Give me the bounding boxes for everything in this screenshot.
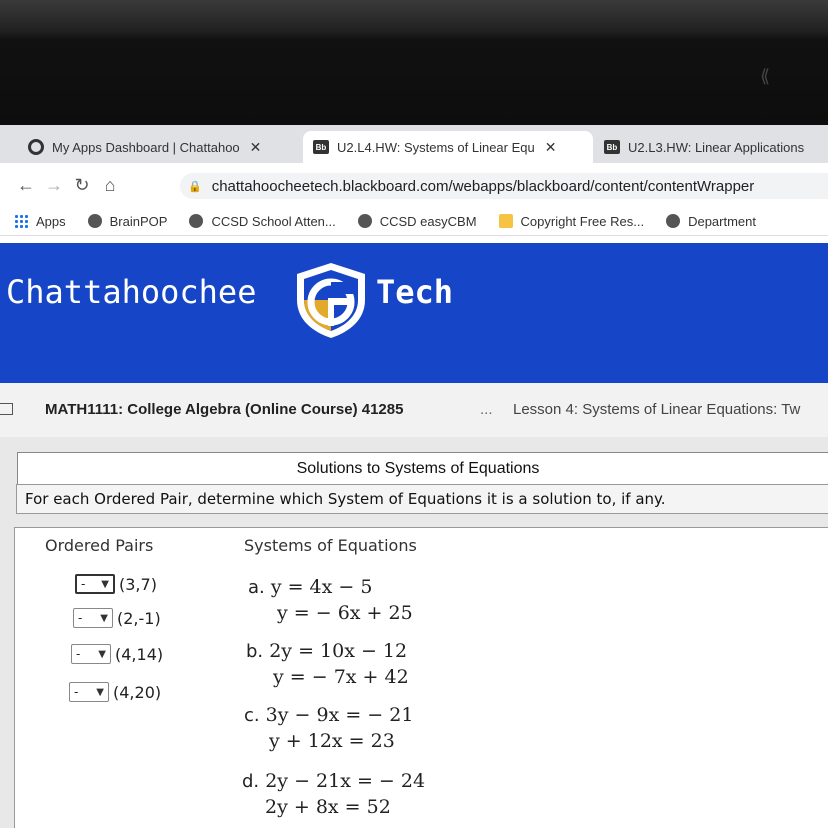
systems-header: Systems of Equations — [244, 536, 417, 555]
system-a-eq2: y = − 6x + 25 — [277, 602, 413, 624]
breadcrumb — [0, 383, 828, 438]
system-c-eq2: y + 12x = 23 — [269, 730, 395, 752]
apps-dashboard-icon — [28, 139, 44, 155]
equation-1: 2y = 10x − 12 — [269, 640, 408, 662]
equation-1: y = 4x − 5 — [270, 576, 373, 598]
bezel-logo-icon: ⟪ — [760, 66, 771, 86]
selected-value: - — [78, 611, 83, 625]
pair-row — [73, 608, 161, 628]
system-letter: c. — [244, 705, 260, 726]
apps-grid-icon — [14, 214, 28, 228]
exercise-title-text: Solutions to Systems of Equations — [296, 460, 540, 477]
globe-icon — [666, 214, 680, 228]
system-d — [242, 770, 425, 792]
menu-toggle-icon[interactable] — [0, 403, 13, 415]
bookmark-department[interactable] — [666, 214, 756, 229]
tab-title: U2.L4.HW: Systems of Linear Equ — [337, 139, 535, 155]
tab-u2-l4-hw[interactable] — [303, 131, 593, 163]
bookmark-label: Department — [688, 213, 756, 229]
exercise-title — [17, 452, 828, 486]
laptop-bezel — [0, 0, 828, 125]
globe-icon — [189, 214, 203, 228]
bookmark-label: Copyright Free Res... — [520, 213, 645, 229]
back-arrow-icon[interactable]: ← — [17, 174, 35, 195]
tab-title: U2.L3.HW: Linear Applications — [628, 139, 805, 155]
equation-1: 3y − 9x = − 21 — [265, 704, 414, 726]
breadcrumb-course[interactable]: MATH1111: College Algebra (Online Course) 41285 — [45, 401, 404, 418]
globe-icon — [358, 214, 372, 228]
blackboard-icon: Bb — [604, 140, 620, 154]
tab-title: My Apps Dashboard | Chattahoo — [52, 139, 240, 155]
close-tab-icon[interactable]: ✕ — [249, 138, 262, 155]
chevron-down-icon: ▼ — [101, 578, 109, 590]
system-letter: b. — [246, 641, 264, 662]
exercise-instructions: For each Ordered Pair, determine which System of Equations it is a solution to, if any. — [16, 484, 828, 514]
brand-name-right: Tech — [376, 273, 454, 311]
bookmark-label: BrainPOP — [109, 213, 168, 229]
bookmark-ccsd-easycbm[interactable] — [358, 214, 477, 229]
system-b — [246, 640, 407, 662]
pair-row — [75, 574, 157, 594]
forward-arrow-icon[interactable]: → — [45, 174, 63, 195]
address-bar — [0, 163, 828, 207]
close-tab-icon[interactable]: ✕ — [544, 138, 557, 155]
bookmark-brainpop[interactable] — [88, 214, 168, 229]
system-letter: a. — [248, 577, 265, 598]
chevron-down-icon: ▼ — [96, 686, 104, 698]
globe-icon — [88, 214, 102, 228]
bookmark-label: Apps — [36, 213, 66, 229]
home-icon[interactable]: ⌂ — [104, 174, 116, 195]
reload-icon[interactable]: ↻ — [74, 174, 90, 195]
pair-row — [71, 644, 163, 664]
url-field[interactable] — [180, 173, 828, 199]
selected-value: - — [76, 647, 81, 661]
brand-name-left: Chattahoochee — [6, 273, 257, 311]
bookmark-label: CCSD easyCBM — [379, 213, 477, 229]
chevron-down-icon: ▼ — [100, 612, 108, 624]
pair-select-dropdown[interactable] — [73, 608, 113, 628]
pair-select-dropdown[interactable] — [69, 682, 109, 702]
breadcrumb-ellipsis[interactable]: ... — [480, 401, 493, 418]
equation-1: 2y − 21x = − 24 — [265, 770, 426, 792]
pair-row — [69, 682, 161, 702]
ordered-pair-label: (4,14) — [115, 644, 164, 664]
url-text: chattahoocheetech.blackboard.com/webapps/blackboard/content/contentWrapper — [211, 177, 755, 195]
content-area — [0, 437, 828, 828]
ordered-pairs-header: Ordered Pairs — [45, 536, 154, 555]
pair-select-dropdown[interactable] — [75, 574, 115, 594]
chattahoochee-tech-logo-icon[interactable] — [291, 260, 371, 340]
selected-value: - — [74, 685, 79, 699]
bookmark-label: CCSD School Atten... — [211, 213, 336, 229]
site-banner — [0, 243, 828, 383]
pair-select-dropdown[interactable] — [71, 644, 111, 664]
bookmark-apps[interactable] — [14, 214, 66, 229]
tab-my-apps[interactable] — [18, 131, 300, 163]
browser-window — [0, 125, 828, 828]
tab-u2-l3-hw[interactable] — [594, 131, 828, 163]
system-a — [248, 576, 372, 598]
folder-icon — [499, 214, 513, 228]
matching-panel — [14, 527, 828, 828]
selected-value: - — [81, 577, 86, 591]
chevron-down-icon: ▼ — [98, 648, 106, 660]
system-d-eq2: 2y + 8x = 52 — [265, 796, 391, 818]
bookmark-ccsd-attendance[interactable] — [189, 214, 335, 229]
system-c — [244, 704, 413, 726]
tab-strip — [0, 125, 828, 163]
breadcrumb-lesson[interactable]: Lesson 4: Systems of Linear Equations: Tw — [513, 401, 801, 418]
system-letter: d. — [242, 771, 260, 792]
bookmark-copyright-free[interactable] — [499, 214, 645, 229]
lock-icon: 🔒 — [188, 180, 202, 193]
bookmarks-bar — [0, 207, 828, 236]
blackboard-icon: Bb — [313, 140, 329, 154]
ordered-pair-label: (4,20) — [113, 682, 162, 702]
ordered-pair-label: (2,-1) — [117, 608, 161, 628]
system-b-eq2: y = − 7x + 42 — [273, 666, 409, 688]
ordered-pair-label: (3,7) — [119, 574, 157, 594]
